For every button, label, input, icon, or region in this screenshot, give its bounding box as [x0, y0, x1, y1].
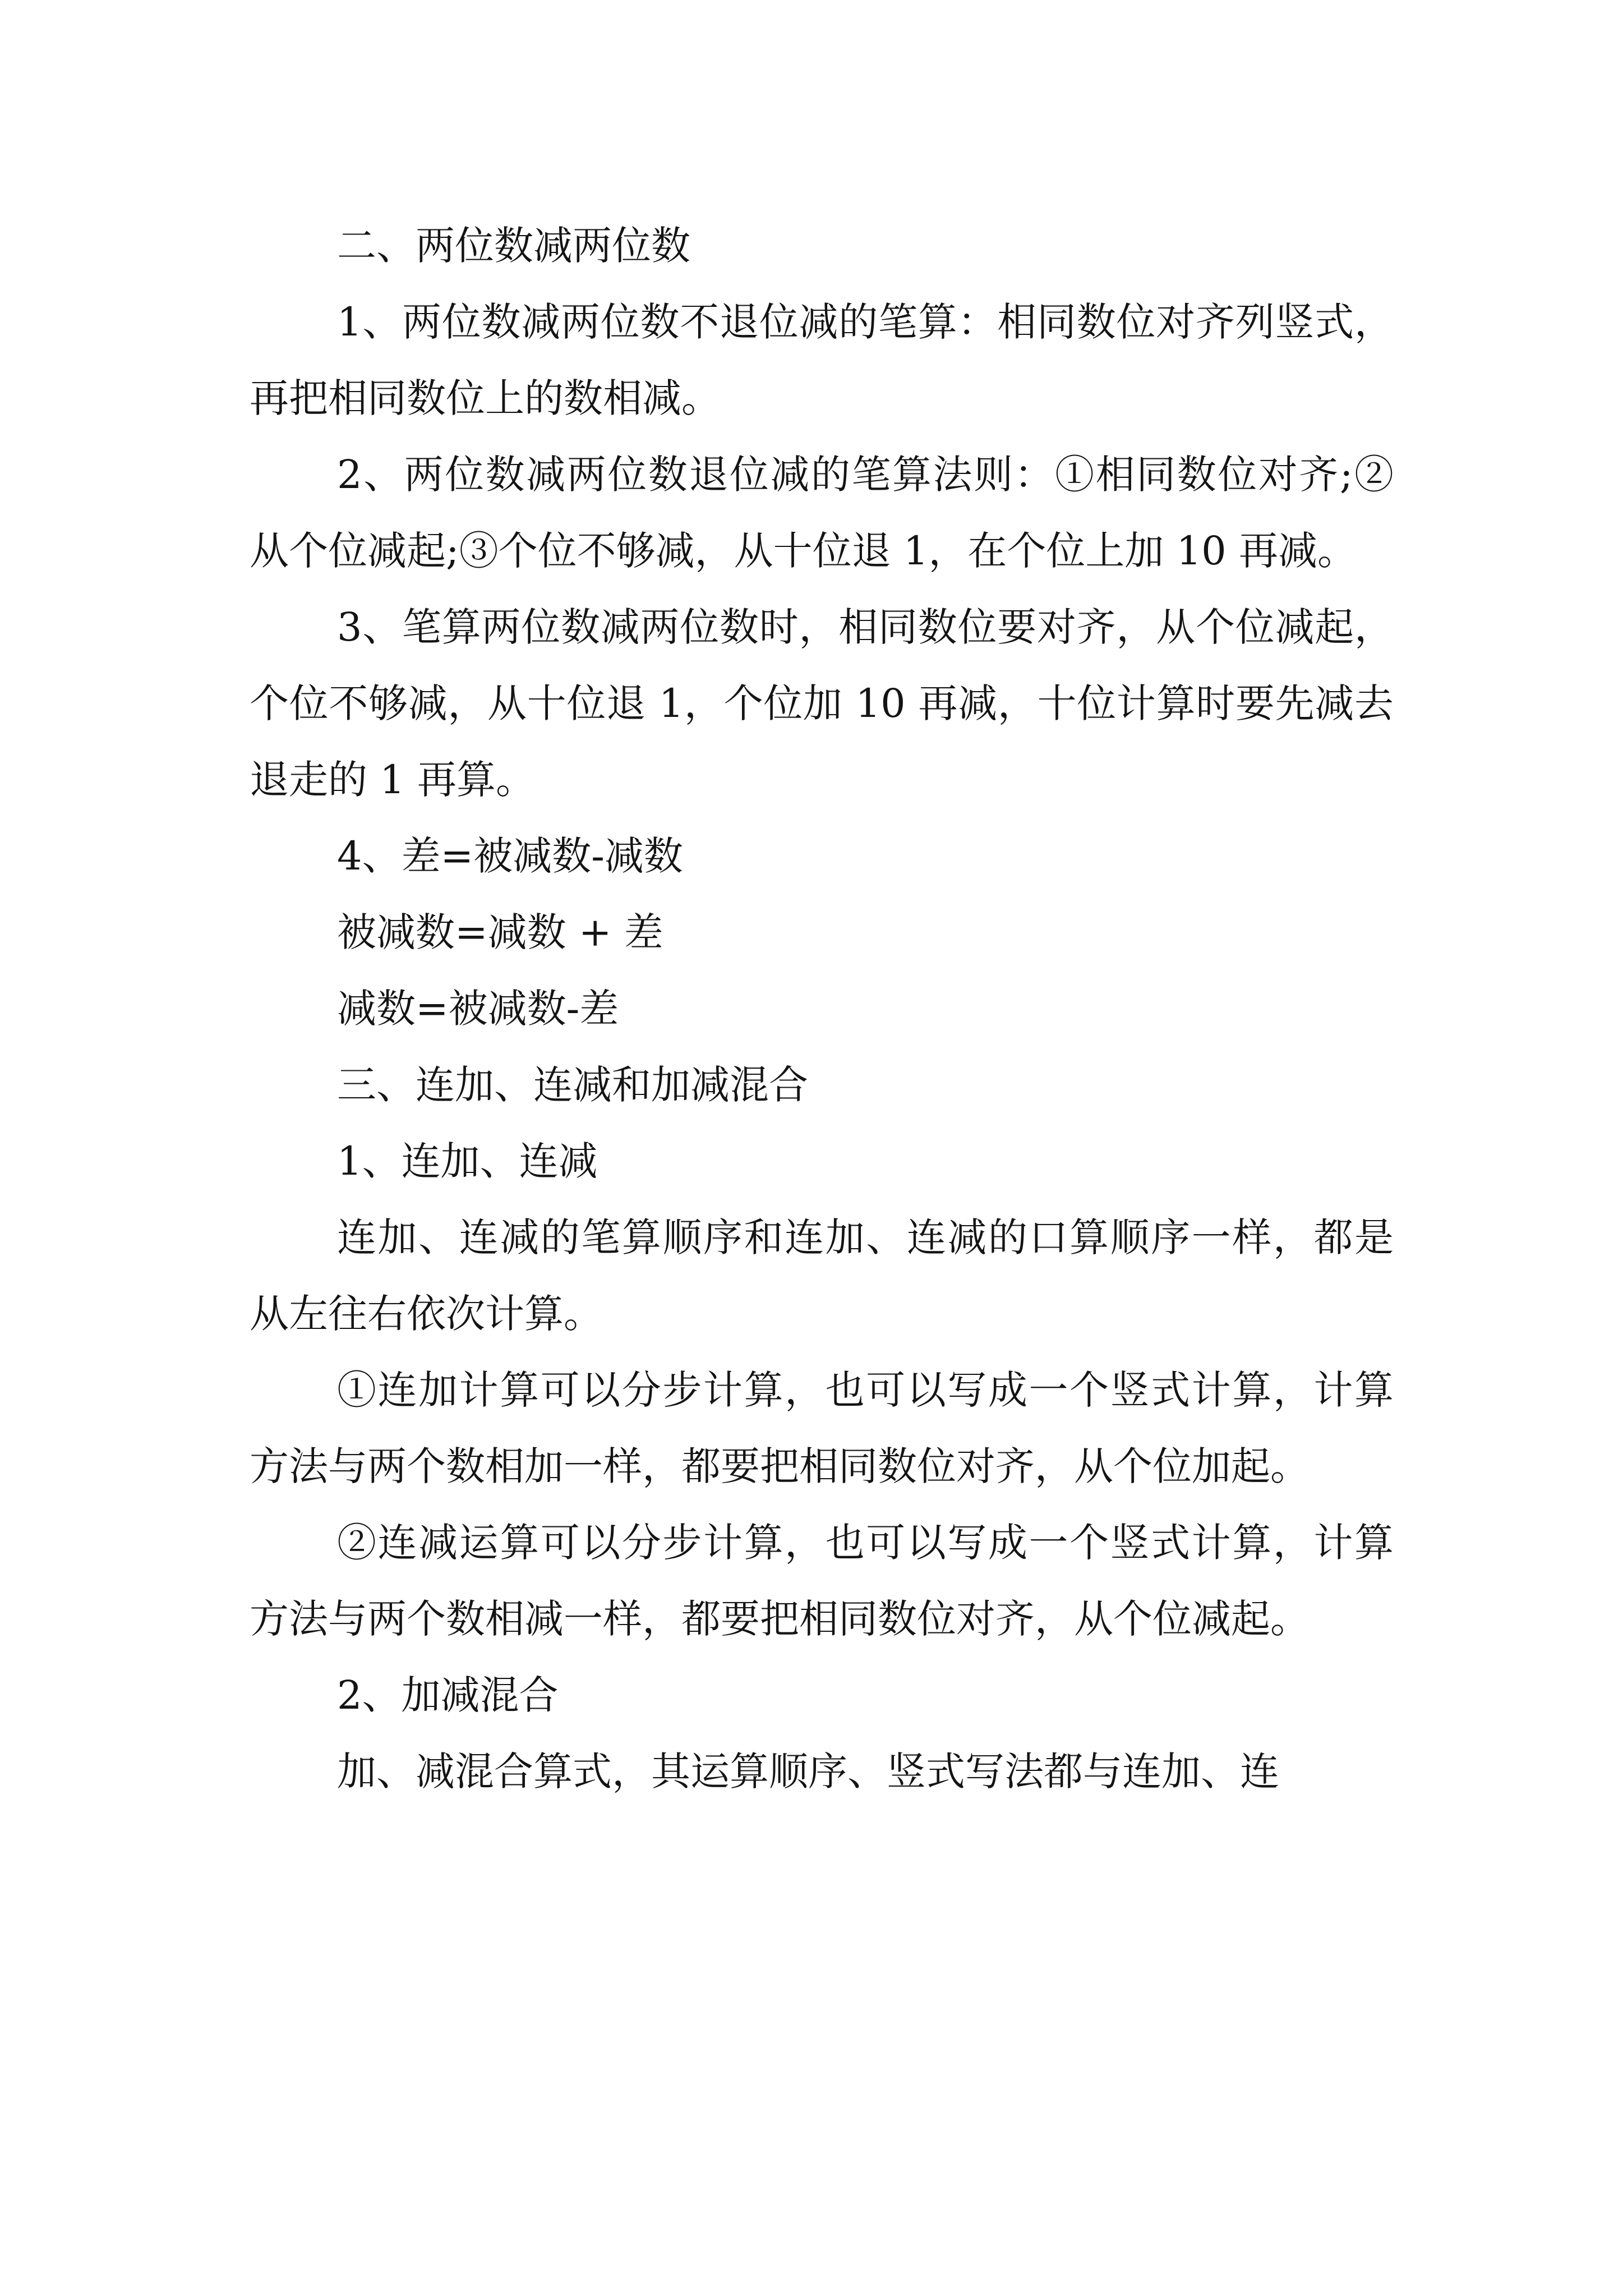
subheading-mixed-add-subtract: 2、加减混合 — [337, 1672, 559, 1718]
paragraph-continuous-addition: ①连加计算可以分步计算，也可以写成一个竖式计算，计算方法与两个数相加一样，都要把相同数位对齐，从个位加起。 — [250, 1367, 1394, 1489]
document-body — [250, 208, 1394, 1810]
paragraph-continuous-subtraction: ②连减运算可以分步计算，也可以写成一个竖式计算，计算方法与两个数相减一样，都要把相同数位对齐，从个位减起。 — [250, 1520, 1394, 1642]
section-heading-two-digit-subtraction: 二、两位数减两位数 — [337, 223, 690, 269]
paragraph-written-subtraction-steps: 3、笔算两位数减两位数时，相同数位要对齐，从个位减起，个位不够减，从十位退 1，个位加 10 再减，十位计算时要先减去退走的 1 再算。 — [250, 604, 1394, 803]
formula-minuend: 被减数=减数 + 差 — [337, 909, 663, 955]
paragraph-no-borrow-subtraction: 1、两位数减两位数不退位减的笔算：相同数位对齐列竖式，再把相同数位上的数相减。 — [250, 299, 1394, 421]
subheading-continuous-add-subtract: 1、连加、连减 — [337, 1138, 598, 1184]
formula-difference: 4、差=被减数-减数 — [337, 833, 683, 879]
paragraph-calculation-order: 连加、连减的笔算顺序和连加、连减的口算顺序一样，都是从左往右依次计算。 — [250, 1214, 1394, 1337]
paragraph-borrow-subtraction-rules: 2、两位数减两位数退位减的笔算法则：①相同数位对齐;②从个位减起;③个位不够减，从十位退 1，在个位上加 10 再减。 — [250, 452, 1394, 574]
paragraph-mixed-expression: 加、减混合算式，其运算顺序、竖式写法都与连加、连 — [337, 1749, 1279, 1795]
section-heading-mixed-operations: 三、连加、连减和加减混合 — [337, 1062, 808, 1108]
formula-subtrahend: 减数=被减数-差 — [337, 986, 619, 1032]
